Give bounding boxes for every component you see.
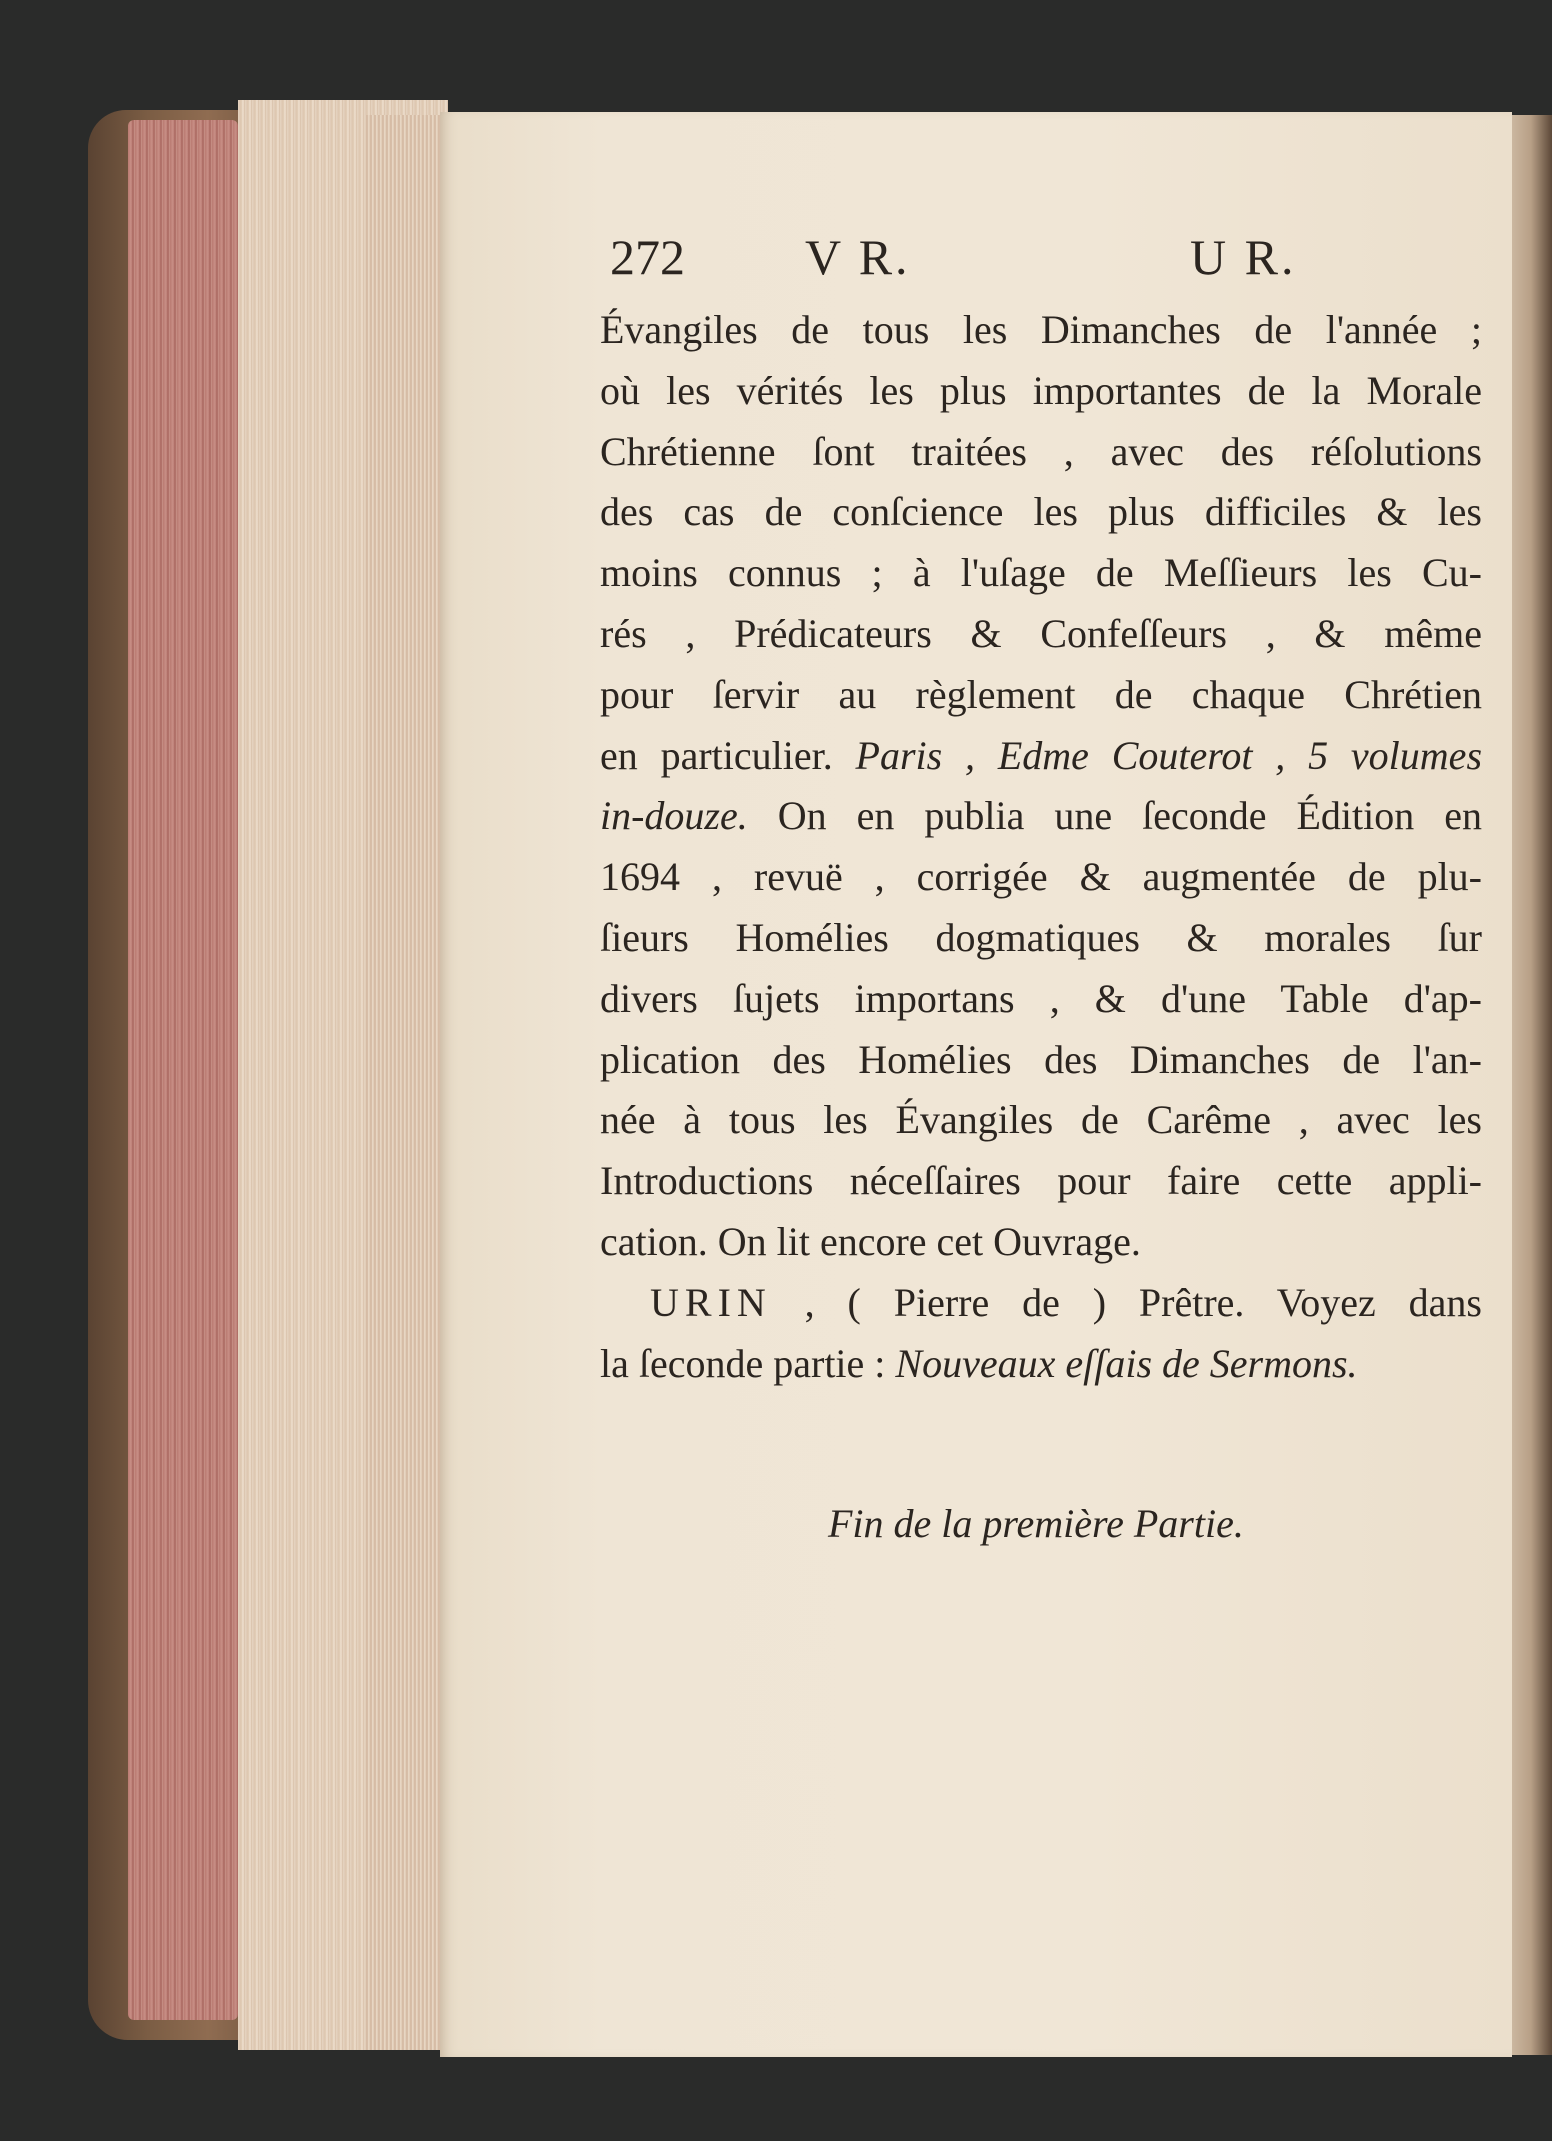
text-line: pour ſervir au règlement de chaque Chrétien [600,671,1482,717]
text-line-mixed [600,786,1482,847]
entry-line-2 [600,1334,1482,1395]
right-edge [1510,115,1552,2055]
text-line: où les vérités les plus importantes de la Morale [600,367,1482,413]
text-line: cation. On lit encore cet Ouvrage. [600,1218,1141,1264]
running-head-left: V R. [805,229,911,285]
text-segment: en particulier. [600,732,833,778]
publisher-italic: Paris , Edme Couterot , 5 volumes [855,732,1483,778]
text-line: née à tous les Évangiles de Carême , avec les [600,1097,1482,1143]
red-page-edges [128,120,238,2020]
entry-reference-title: Nouveaux eſſais de Sermons. [895,1340,1358,1386]
end-of-part-note: Fin de la première Partie. [828,1501,1244,1546]
text-line: 1694 , revuë , corrigée & augmentée de plu- [600,854,1482,900]
text-segment: On en publia une ſeconde Édition en [777,793,1483,839]
text-line: ſieurs Homélies dogmatiques & morales ſur [600,914,1482,960]
text-line: Introductions néceſſaires pour faire cette appli- [600,1158,1482,1204]
text-line: divers ſujets importans , & d'une Table d'ap- [600,975,1482,1021]
text-line-mixed [600,726,1482,787]
entry-reference: la ſeconde partie : [600,1340,886,1386]
running-head-right: U R. [1190,229,1297,285]
text-line: rés , Prédicateurs & Confeſſeurs , & même [600,610,1482,656]
page-number: 272 [610,229,685,285]
entry-rest: , ( Pierre de ) Prêtre. Voyez dans [804,1279,1482,1325]
format-italic: in-douze. [600,793,748,839]
running-head [610,228,1330,288]
entry-name: URIN [650,1279,772,1325]
body-text [600,300,1482,1394]
text-line: Chrétienne ſont traitées , avec des réſolutions [600,428,1482,474]
text-line: moins connus ; à l'uſage de Meſſieurs les Cu- [600,550,1482,596]
entry-line [600,1273,1482,1334]
text-line: plication des Homélies des Dimanches de l'an- [600,1036,1482,1082]
text-line: Évangiles de tous les Dimanches de l'année ; [600,307,1482,352]
text-line: des cas de conſcience les plus difficiles & les [600,489,1482,535]
